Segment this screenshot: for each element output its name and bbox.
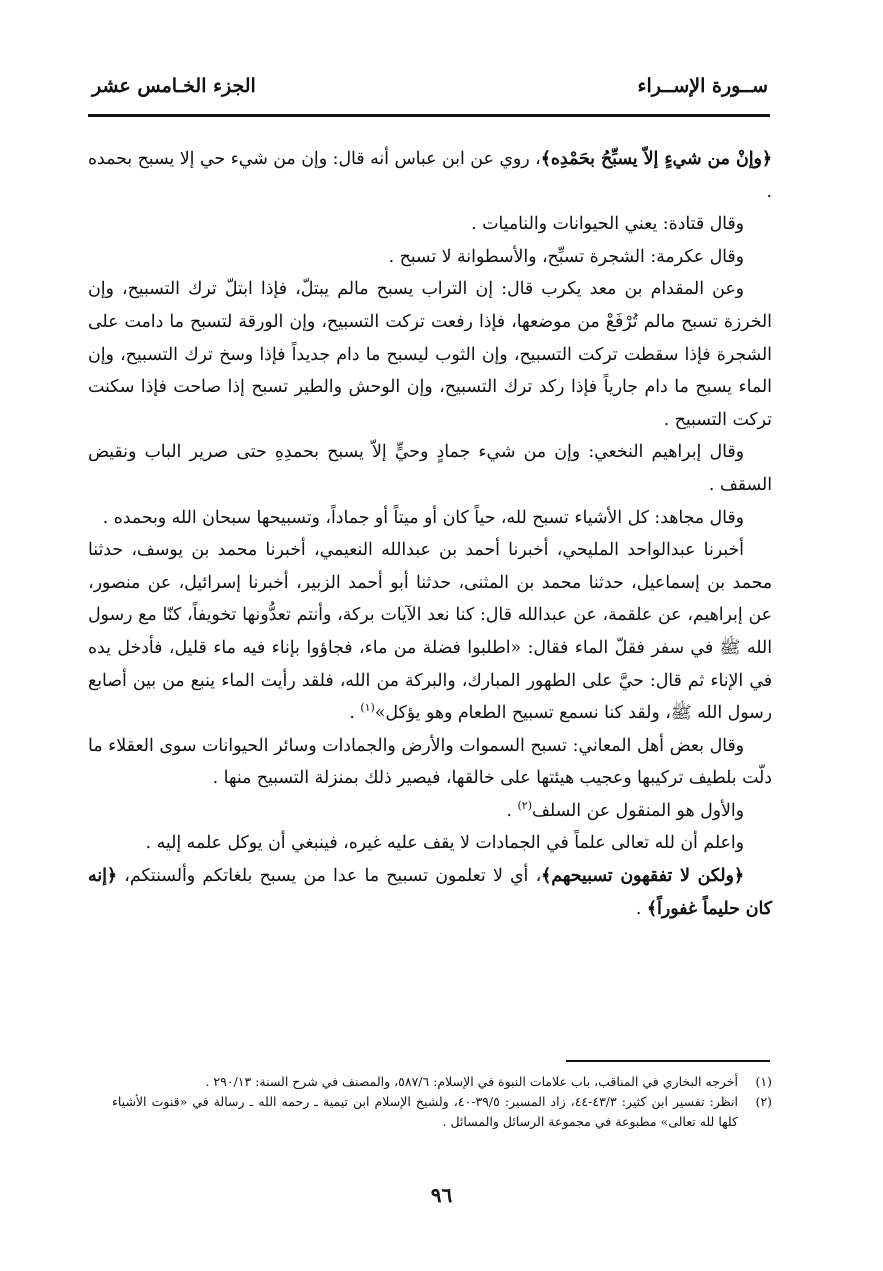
quran-verse: ﴿ولكن لا تفقهون تسبيحهم﴾ xyxy=(541,866,744,887)
header-divider xyxy=(88,114,770,117)
paragraph xyxy=(88,273,772,436)
body-text xyxy=(88,143,772,925)
surah-title: ســورة الإســراء xyxy=(637,75,768,97)
text-segment: وقال قتادة: يعني الحيوانات والناميات . xyxy=(471,214,744,235)
paragraph xyxy=(88,534,772,730)
paragraph xyxy=(88,860,772,925)
text-segment: أخبرنا عبدالواحد المليحي، أخبرنا أحمد بن عبدالله النعيمي، أخبرنا محمد بن يوسف، حدثنا محمد بن إسماعيل، حدثنا محمد بن المثنى، حدثنا أبو أحمد الزبير، أخبرنا إسرائيل، عن منصور، عن إبراهيم، عن علقمة، عن عبدالله قال: كنا نعد الآيات بركة، وأنتم تعدُّونها تخويفاً، كنّا مع رسول الله ﷺ في سفر فقلّ الماء فقال: «اطلبوا فضلة من ماء، فجاؤوا بإناء فيه ماء قليل، فأدخل يده في الإناء ثم قال: حيَّ على الطهور المبارك، والبركة من الله، فلقد رأيت الماء ينبع من بين أصابع رسول الله ﷺ، ولقد كنا نسمع تسبيح الطعام وهو يؤكل» xyxy=(88,540,772,724)
text-segment: . xyxy=(506,800,518,821)
footnote-number: (٢) xyxy=(755,1094,772,1109)
paragraph xyxy=(88,436,772,501)
paragraph xyxy=(88,143,772,208)
text-segment: وقال عكرمة: الشجرة تسبِّح، والأسطوانة لا تسبح . xyxy=(388,246,744,267)
quran-verse: ﴿وإنْ من شيءٍ إلاّ يسبِّحُ بحَمْدِه﴾ xyxy=(540,149,772,169)
text-segment: وقال إبراهيم النخعي: وإن من شيء جمادٍ وحيٍّ إلاّ يسبح بحمدِهِ حتى صرير الباب ونقيض السقف . xyxy=(88,442,772,495)
page-number: ٩٦ xyxy=(430,1183,453,1207)
text-segment: وعن المقدام بن معد يكرب قال: إن التراب يسبح مالم يبتلّ، فإذا ابتلّ ترك التسبيح، وإن الخرزة تسبح مالم تُرْفَعْ من موضعها، فإذا رفعت تركت التسبيح، وإن الورقة لتسبح ما دامت على الشجرة فإذا سقطت تركت التسبيح، وإن الثوب ليسبح ما دام جديداً فإذا وسخ ترك التسبيح، وإن الماء يسبح ما دام جارياً فإذا ركد ترك التسبيح، وإن الوحش والطير تسبح إذا صاحت فإذا سكنت تركت التسبيح . xyxy=(88,279,772,430)
page-header xyxy=(92,66,768,106)
part-title: الجزء الخـامس عشر xyxy=(92,75,256,97)
footnote xyxy=(112,1072,772,1092)
paragraph xyxy=(88,241,772,274)
text-segment: . xyxy=(635,898,647,919)
paragraph xyxy=(88,795,772,828)
footnotes xyxy=(112,1072,772,1132)
footnote-text: انظر: تفسير ابن كثير: ٤٣/٣-٤٤، زاد المسير: ٣٩/٥-٤٠، ولشيخ الإسلام ابن تيمية ـ رحمه الله ـ رسالة في «قنوت الأشياء كلها لله تعالى» مطبوعة في مجموعة الرسائل والمسائل . xyxy=(112,1094,738,1129)
quran-verse: ﴿إنه كان حليماً غفوراً﴾ xyxy=(88,866,772,919)
text-segment: ، أي لا تعلمون تسبيح ما عدا من يسبح بلغاتكم وألسنتكم، xyxy=(117,866,542,887)
text-segment: ، روي عن ابن عباس أنه قال: وإن من شيء حي إلا يسبح بحمده . xyxy=(88,149,772,202)
footnote-divider xyxy=(566,1060,770,1062)
text-segment: . xyxy=(349,703,361,724)
text-segment: وقال بعض أهل المعاني: تسبح السموات والأرض والجمادات وسائر الحيوانات سوى العقلاء ما دلّت بلطيف تركيبها وعجيب هيئتها على خالقها، فيصير ذلك بمنزلة التسبيح منها . xyxy=(88,735,772,789)
footnote-reference: (١) xyxy=(360,701,375,715)
footnote-text: أخرجه البخاري في المناقب، باب علامات النبوة في الإسلام: ٥٨٧/٦، والمصنف في شرح السنة: ٢٩٠/١٣ . xyxy=(205,1074,738,1089)
paragraph xyxy=(88,730,772,795)
paragraph xyxy=(88,502,772,535)
paragraph xyxy=(88,827,772,860)
text-segment: واعلم أن لله تعالى علماً في الجمادات لا يقف عليه غيره، فينبغي أن يوكل علمه إليه . xyxy=(145,833,744,854)
footnote-reference: (٢) xyxy=(517,799,533,813)
text-segment: وقال مجاهد: كل الأشياء تسبح لله، حياً كان أو ميتاً أو جماداً، وتسبيحها سبحان الله وبحمده . xyxy=(102,507,744,528)
footnote-number: (١) xyxy=(755,1074,772,1089)
footnote xyxy=(112,1092,772,1132)
text-segment: والأول هو المنقول عن السلف xyxy=(532,800,744,821)
paragraph xyxy=(88,208,772,241)
